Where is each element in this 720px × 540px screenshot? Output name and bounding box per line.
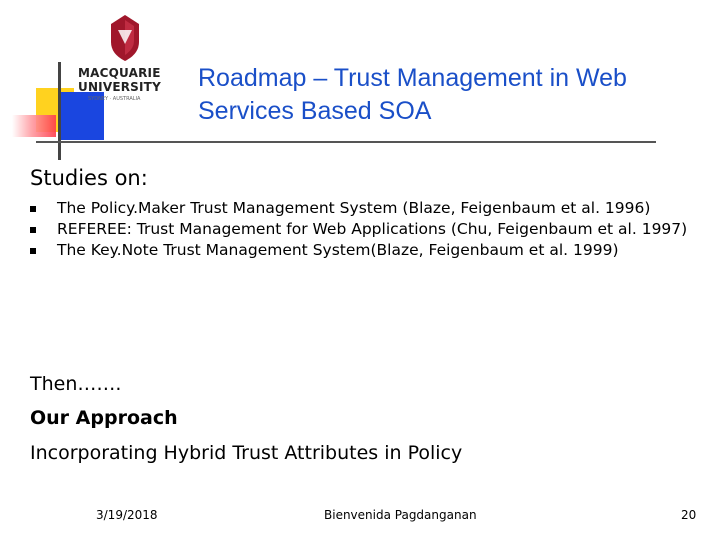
approach-text: Incorporating Hybrid Trust Attributes in Policy xyxy=(30,442,463,464)
list-item-text: REFEREE: Trust Management for Web Applications (Chu, Feigenbaum et al. 1997) xyxy=(57,220,688,238)
decor-red-bar xyxy=(12,115,56,137)
logo-line2: UNIVERSITY xyxy=(78,80,161,94)
square-bullet-icon xyxy=(30,227,36,233)
logo-line3: SYDNEY · AUSTRALIA xyxy=(88,96,141,102)
list-item-text: The Policy.Maker Trust Management System (Blaze, Feigenbaum et al. 1996) xyxy=(57,199,651,217)
footer-date: 3/19/2018 xyxy=(96,508,158,522)
approach-heading: Our Approach xyxy=(30,407,178,429)
list-item xyxy=(30,198,720,219)
list-item xyxy=(30,219,720,240)
list-item xyxy=(30,240,720,261)
decor-vertical-line xyxy=(58,62,61,160)
studies-heading: Studies on: xyxy=(30,166,148,190)
square-bullet-icon xyxy=(30,206,36,212)
square-bullet-icon xyxy=(30,248,36,254)
then-text: Then……. xyxy=(30,373,122,395)
list-item-text: The Key.Note Trust Management System(Blaze, Feigenbaum et al. 1999) xyxy=(57,241,619,259)
university-logo xyxy=(76,14,176,106)
title-divider-line xyxy=(36,141,656,143)
logo-line1: MACQUARIE xyxy=(78,66,161,80)
slide-title: Roadmap – Trust Management in Web Services Based SOA xyxy=(198,64,627,125)
studies-list xyxy=(30,198,720,261)
university-shield-icon xyxy=(108,14,142,62)
footer-author: Bienvenida Pagdanganan xyxy=(324,508,477,522)
footer-page-number: 20 xyxy=(681,508,697,522)
